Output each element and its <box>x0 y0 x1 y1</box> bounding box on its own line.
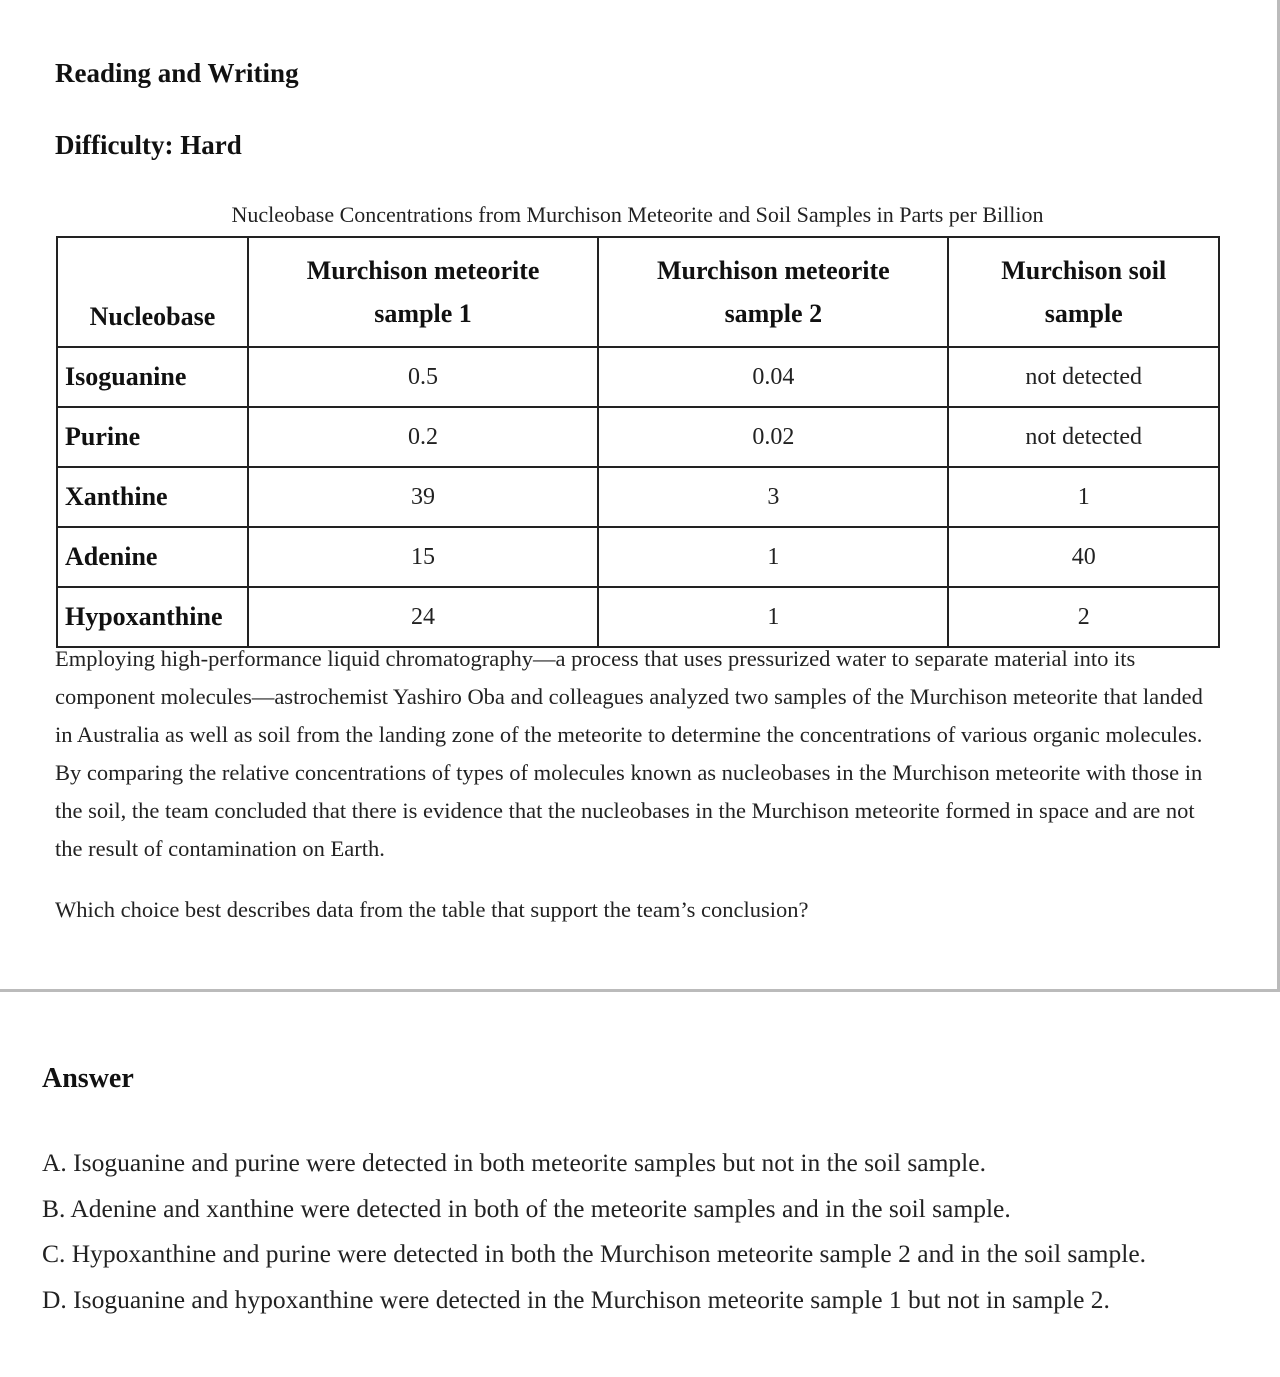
table-row <box>57 407 1219 467</box>
concentration-cell: 1 <box>598 587 948 647</box>
table-row <box>57 527 1219 587</box>
section-title: Reading and Writing <box>55 58 299 88</box>
concentration-cell: 2 <box>948 587 1219 647</box>
column-header-line: Nucleobase <box>89 302 216 331</box>
nucleobase-table <box>56 236 1220 648</box>
answer-choice[interactable]: A. Isoguanine and purine were detected in both meteorite samples but not in the soil sample. <box>42 1148 986 1177</box>
column-header-line: sample 2 <box>724 299 823 328</box>
concentration-cell: 40 <box>948 527 1219 587</box>
nucleobase-name: Purine <box>57 407 248 467</box>
column-header <box>248 237 598 347</box>
concentration-cell: 39 <box>248 467 598 527</box>
answer-choice[interactable]: D. Isoguanine and hypoxanthine were detected in the Murchison meteorite sample 1 but not in sample 2. <box>42 1284 1110 1314</box>
column-header <box>57 237 248 347</box>
answer-choice[interactable]: C. Hypoxanthine and purine were detected in both the Murchison meteorite sample 2 and in the soil sample. <box>42 1239 1147 1268</box>
concentration-cell: not detected <box>948 407 1219 467</box>
nucleobase-name: Xanthine <box>57 467 248 527</box>
difficulty-label: Difficulty: Hard <box>55 130 242 160</box>
nucleobase-name: Isoguanine <box>57 347 248 407</box>
column-header <box>598 237 948 347</box>
column-header-line: sample 1 <box>374 299 472 328</box>
concentration-cell: 24 <box>248 587 598 647</box>
nucleobase-name: Adenine <box>57 527 248 587</box>
answer-heading: Answer <box>42 1063 134 1094</box>
table-row <box>57 587 1219 647</box>
question: Which choice best describes data from the table that support the team’s conclusion? <box>55 897 809 922</box>
table-row <box>57 347 1219 407</box>
column-header-line: Murchison soil <box>1001 256 1167 285</box>
answer-choice[interactable]: B. Adenine and xanthine were detected in both of the meteorite samples and in the soil sample. <box>42 1193 1011 1223</box>
concentration-cell: 0.5 <box>248 347 598 407</box>
nucleobase-name: Hypoxanthine <box>57 587 248 647</box>
concentration-cell: 0.04 <box>598 347 948 407</box>
concentration-cell: 0.2 <box>248 407 598 467</box>
concentration-cell: 1 <box>598 527 948 587</box>
passage: Employing high-performance liquid chromatography—a process that uses pressurized water to separate material into its component molecules—astrochemist Yashiro Oba and colleagues analyzed two samples of the Murchison meteorite that landed in Australia as well as soil from the landing zone of the meteorite to determine the concentrations of various organic molecules. By comparing the relative concentrations of types of molecules known as nucleobases in the Murchison meteorite with those in the soil, the team concluded that there is evidence that the nucleobases in the Murchison meteorite formed in space and are not the result of contamination on Earth. <box>55 646 1203 861</box>
concentration-cell: 3 <box>598 467 948 527</box>
column-header-line: Murchison meteorite <box>306 256 540 285</box>
concentration-cell: 1 <box>948 467 1219 527</box>
answer-choices <box>42 1140 1146 1322</box>
table-caption: Nucleobase Concentrations from Murchison Meteorite and Soil Samples in Parts per Billion <box>231 202 1044 227</box>
column-header-line: Murchison meteorite <box>656 256 890 285</box>
column-header <box>948 237 1219 347</box>
table-row <box>57 467 1219 527</box>
concentration-cell: 15 <box>248 527 598 587</box>
column-header-line: sample <box>1044 299 1123 328</box>
concentration-cell: 0.02 <box>598 407 948 467</box>
concentration-cell: not detected <box>948 347 1219 407</box>
